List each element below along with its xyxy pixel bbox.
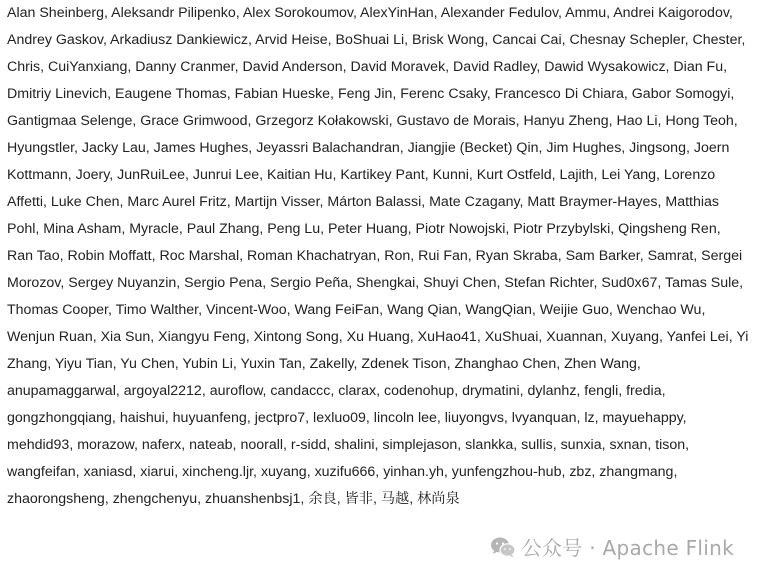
watermark-label: 公众号 · Apache Flink [521,536,734,560]
watermark [490,532,734,561]
wechat-icon [490,536,516,558]
contributors-list: Alan Sheinberg, Aleksandr Pilipenko, Alex Sorokoumov, AlexYinHan, Alexander Fedulov, Ammu, Andrei Kaigorodov, Andrey Gaskov, Arkadiusz Dankiewicz, Arvid Heise, BoShuai Li, Brisk Wong, Cancai Cai, Chesnay Schepler, Chester, Chris, CuiYanxiang, Danny Cranmer, David Anderson, David Moravek, David Radley, Dawid Wysakowicz, Dian Fu, Dmitriy Linevich, Eaugene Thomas, Fabian Hueske, Feng Jin, Ferenc Csaky, Francesco Di Chiara, Gabor Somogyi, Gantigmaa Selenge, Grace Grimwood, Grzegorz Kołakowski, Gustavo de Morais, Hanyu Zheng, Hao Li, Hong Teoh, Hyungstler, Jacky Lau, James Hughes, Jeyassri Balachandran, Jiangjie (Becket) Qin, Jim Hughes, Jingsong, Joern Kottmann, Joery, JunRuiLee, Junrui Lee, Kaitian Hu, Kartikey Pant, Kunni, Kurt Ostfeld, Lajith, Lei Yang, Lorenzo Affetti, Luke Chen, Marc Aurel Fritz, Martijn Visser, Márton Balassi, Mate Czagany, Matt Braymer-Hayes, Matthias Pohl, Mina Asham, Myracle, Paul Zhang, Peng Lu, Peter Huang, Piotr Nowojski, Piotr Przybylski, Qingsheng Ren, Ran Tao, Robin Moffatt, Roc Marshal, Roman Khachatryan, Ron, Rui Fan, Ryan Skraba, Sam Barker, Samrat, Sergei Morozov, Sergey Nuyanzin, Sergio Pena, Sergio Peña, Shengkai, Shuyi Chen, Stefan Richter, Sud0x67, Tamas Sule, Thomas Cooper, Timo Walther, Vincent-Woo, Wang FeiFan, Wang Qian, WangQian, Weijie Guo, Wenchao Wu, Wenjun Ruan, Xia Sun, Xiangyu Feng, Xintong Song, Xu Huang, XuHao41, XuShuai, Xuannan, Xuyang, Yanfei Lei, Yi Zhang, Yiyu Tian, Yu Chen, Yubin Li, Yuxin Tan, Zakelly, Zdenek Tison, Zhanghao Chen, Zhen Wang, anupamaggarwal, argoyal2212, auroflow, candaccc, clarax, codenohup, drymatini, dylanhz, fengli, fredia, gongzhongqiang, haishui, huyuanfeng, jectpro7, lexluo09, lincoln lee, liuyongvs, lvyanquan, lz, mayuehappy, mehdid93, morazow, naferx, nateab, noorall, r-sidd, shalini, simplejason, slankka, sullis, sunxia, sxnan, tison, wangfeifan, xaniasd, xiarui, xincheng.ljr, xuyang, xuzifu666, yinhan.yh, yunfengzhou-hub, zbz, zhangmang, zhaorongsheng, zhengchenyu, zhuanshenbsj1, 余良, 皆非, 马越, 林尚泉 [7,5,749,507]
contributors-section [7,0,749,513]
